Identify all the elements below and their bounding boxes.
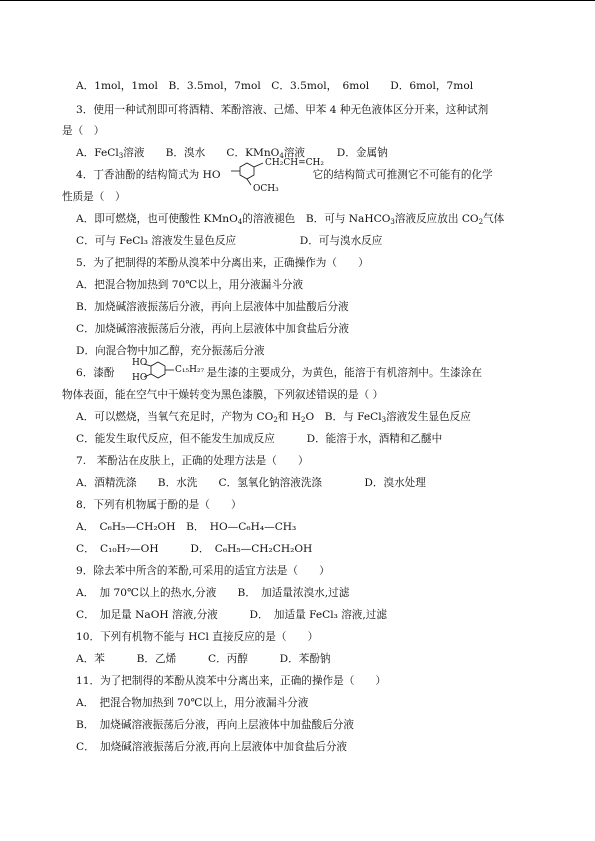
q2-options: A．1mol，1mol B．3.5mol，7mol C．3.5mol， 6mol D．6mol，7mol bbox=[76, 80, 474, 92]
q11-option-c: C． 加烧碱溶液振荡后分液,再向上层液体中加食盐后分液 bbox=[76, 741, 348, 753]
q4-stem-cont: 性质是（ ） bbox=[62, 191, 126, 203]
q10-options: A．苯 B．乙烯 C．丙醇 D．苯酚钠 bbox=[76, 653, 331, 665]
q9-option-cd: C． 加足量 NaOH 溶液,分液 D． 加适量 FeCl₃ 溶液,过滤 bbox=[76, 609, 387, 621]
q6-option-ab: A．可以燃烧，当氧气充足时，产物为 $CO_2$和 $H_2O$ B．与 FeCl$_3$溶液发生显色反应 bbox=[76, 411, 471, 424]
top-rule bbox=[0, 0, 595, 1]
q6-option-cd: C．能发生取代反应，但不能发生加成反应 D．能溶于水，酒精和乙醚中 bbox=[76, 433, 443, 445]
q4-stem-post: 它的结构简式可推测它不可能有的化学 bbox=[312, 169, 493, 181]
q7-options: A．酒精洗涤 B．水洗 C．氢氧化钠溶液洗涤 D．溴水处理 bbox=[76, 477, 426, 489]
vinyl-group-label: CH₂CH=CH₂ bbox=[265, 158, 324, 168]
q11-option-b: B． 加烧碱溶液振荡后分液，再向上层液体中加盐酸后分液 bbox=[76, 719, 354, 731]
q11-option-a: A． 把混合物加热到 70℃以上，用分液漏斗分液 bbox=[76, 697, 309, 709]
q9-stem: 9．除去苯中所含的苯酚,可采用的适宜方法是（ ） bbox=[76, 565, 330, 577]
alkyl-chain-label: C₁₅H₂₇ bbox=[175, 365, 205, 375]
urushiol-structure bbox=[128, 358, 238, 392]
q3-stem: 3．使用一种试剂即可将酒精、苯酚溶液、己烯、甲苯 4 种无色液体区分开来，这种试剂 bbox=[76, 104, 489, 116]
q5-option-c: C．加烧碱溶液振荡后分液，再向上层液体中加食盐后分液 bbox=[76, 323, 349, 335]
q3-options: A．FeCl$_3$溶液 B．溴水 C．KMnO$_4$溶液 D．金属钠 bbox=[76, 147, 388, 160]
q6-stem-pre: 6．漆酚 bbox=[76, 367, 115, 379]
q5-option-b: B．加烧碱溶液振荡后分液，再向上层液体中加盐酸后分液 bbox=[76, 301, 349, 313]
q6-stem-post: 是生漆的主要成分，为黄色，能溶于有机溶剂中。生漆涂在 bbox=[206, 367, 482, 379]
hydroxyl-bottom-label: HO bbox=[132, 373, 148, 383]
q7-stem: 7. 苯酚沾在皮肤上，正确的处理方法是（ ） bbox=[76, 455, 309, 467]
q5-option-a: A．把混合物加热到 70℃以上，用分液漏斗分液 bbox=[76, 279, 304, 291]
q5-option-d: D．向混合物中加乙醇，充分振荡后分液 bbox=[76, 345, 265, 357]
q6-stem-cont: 物体表面，能在空气中干燥转变为黑色漆膜，下列叙述错误的是（ ） bbox=[62, 389, 384, 401]
q4-option-ab: A．即可燃烧，也可使酸性 KMnO$_4$的溶液褪色 B．可与 NaHCO$_3$溶液反应放出 $CO_2$气体 bbox=[76, 213, 505, 226]
q8-option-ab: A． C₆H₅—CH₂OH B． HO—C₆H₄—CH₃ bbox=[76, 521, 297, 533]
q5-stem: 5．为了把制得的苯酚从溴苯中分离出来，正确操作为（ ） bbox=[76, 257, 369, 269]
eugenol-structure bbox=[229, 158, 329, 194]
q9-option-ab: A． 加 70℃以上的热水,分液 B． 加适量浓溴水,过滤 bbox=[76, 587, 350, 599]
q3-stem-cont: 是（ ） bbox=[62, 125, 105, 137]
q8-option-cd: C． C₁₀H₇—OH D． C₆H₅—CH₂CH₂OH bbox=[76, 543, 313, 555]
hydroxyl-top-label: HO bbox=[132, 358, 148, 368]
q4-stem-pre: 4．丁香油酚的结构简式为 HO bbox=[76, 169, 221, 181]
q8-stem: 8．下列有机物属于酚的是（ ） bbox=[76, 499, 242, 511]
q4-option-cd: C．可与 FeCl₃ 溶液发生显色反应 D．可与溴水反应 bbox=[76, 235, 383, 247]
q10-stem: 10．下列有机物不能与 HCl 直接反应的是（ ） bbox=[76, 631, 319, 643]
methoxy-group-label: OCH₃ bbox=[253, 184, 279, 194]
q11-stem: 11．为了把制得的苯酚从溴苯中分离出来，正确的操作是（ ） bbox=[76, 675, 387, 687]
